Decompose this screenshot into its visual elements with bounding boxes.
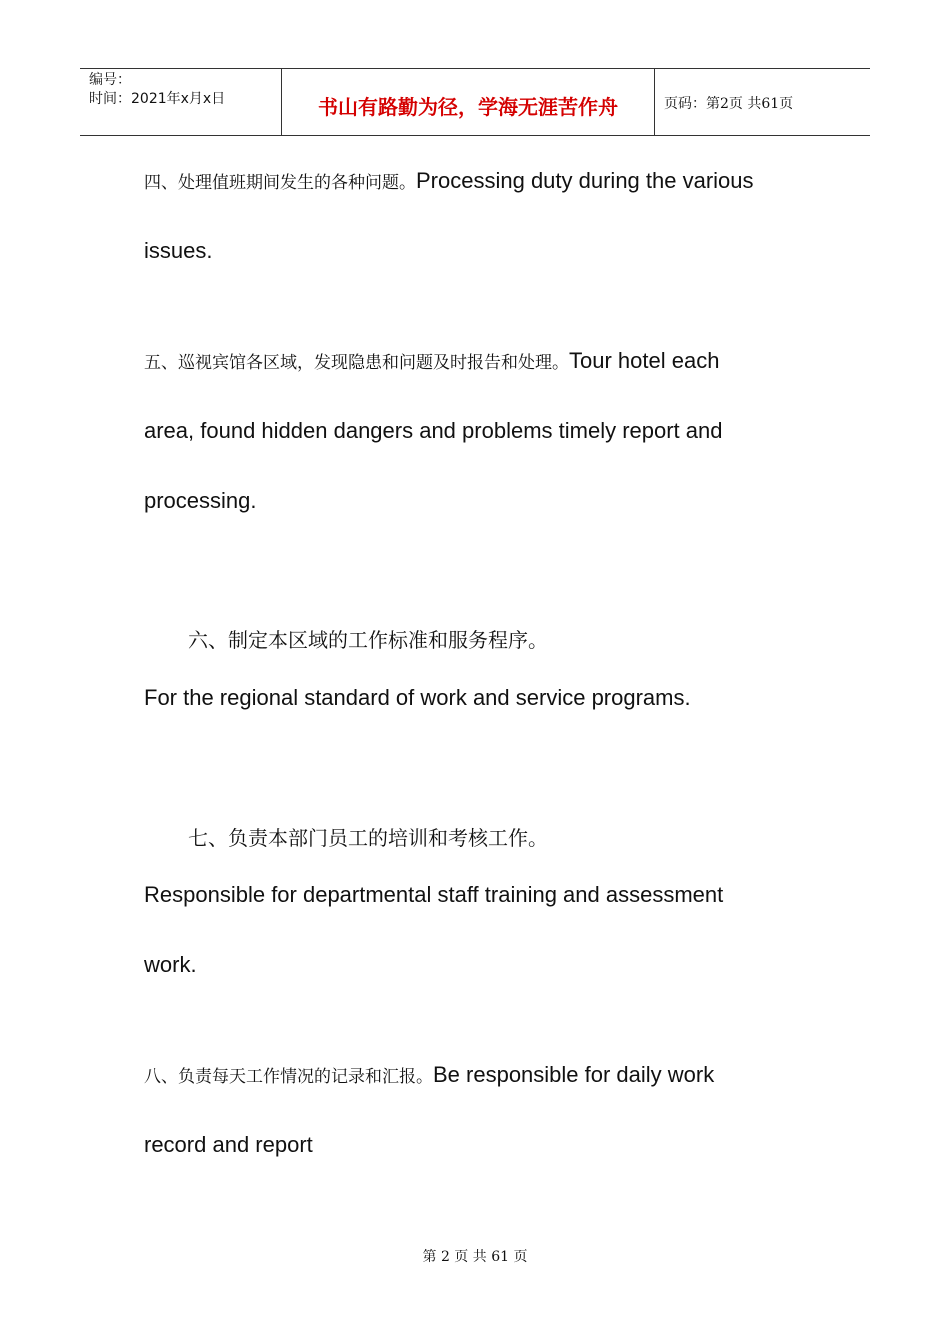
item-7-chinese: 七、负责本部门员工的培训和考核工作。 — [188, 826, 548, 850]
item-6-chinese: 六、制定本区域的工作标准和服务程序。 — [188, 628, 548, 652]
item-6-english: For the regional standard of work and service programs. — [144, 685, 691, 710]
item-8-line-2: record and report — [144, 1132, 313, 1157]
document-code-label: 编号： — [89, 72, 131, 88]
header-meta-cell — [80, 69, 282, 135]
item-4-line-2: issues. — [144, 238, 213, 263]
item-8-english: Be responsible for daily work — [433, 1062, 715, 1087]
item-7-line-1: Responsible for departmental staff training and assessment — [144, 882, 724, 907]
item-4-english: Processing duty during the various — [416, 168, 754, 193]
item-4-chinese: 四、处理值班期间发生的各种问题。 — [144, 173, 416, 193]
header-motto: 书山有路勤为径，学海无涯苦作舟 — [282, 69, 655, 135]
header-page-info: 页码：第2页 共61页 — [664, 96, 794, 112]
item-5-english: Tour hotel each — [569, 348, 720, 373]
item-4-line-1 — [144, 168, 754, 194]
item-8-chinese: 八、负责每天工作情况的记录和汇报。 — [144, 1067, 433, 1087]
item-5-line-1 — [144, 348, 719, 374]
item-5-line-2: area, found hidden dangers and problems timely report and — [144, 418, 723, 443]
item-8-line-1 — [144, 1062, 714, 1088]
item-7-line-2: work. — [144, 952, 197, 977]
page-footer: 第 2 页 共 61 页 — [422, 1249, 528, 1265]
document-date: 时间：2021年x月x日 — [89, 91, 226, 107]
item-5-line-3: processing. — [144, 488, 257, 513]
item-5-chinese: 五、巡视宾馆各区域，发现隐患和问题及时报告和处理。 — [144, 353, 569, 373]
page-header — [80, 68, 870, 136]
